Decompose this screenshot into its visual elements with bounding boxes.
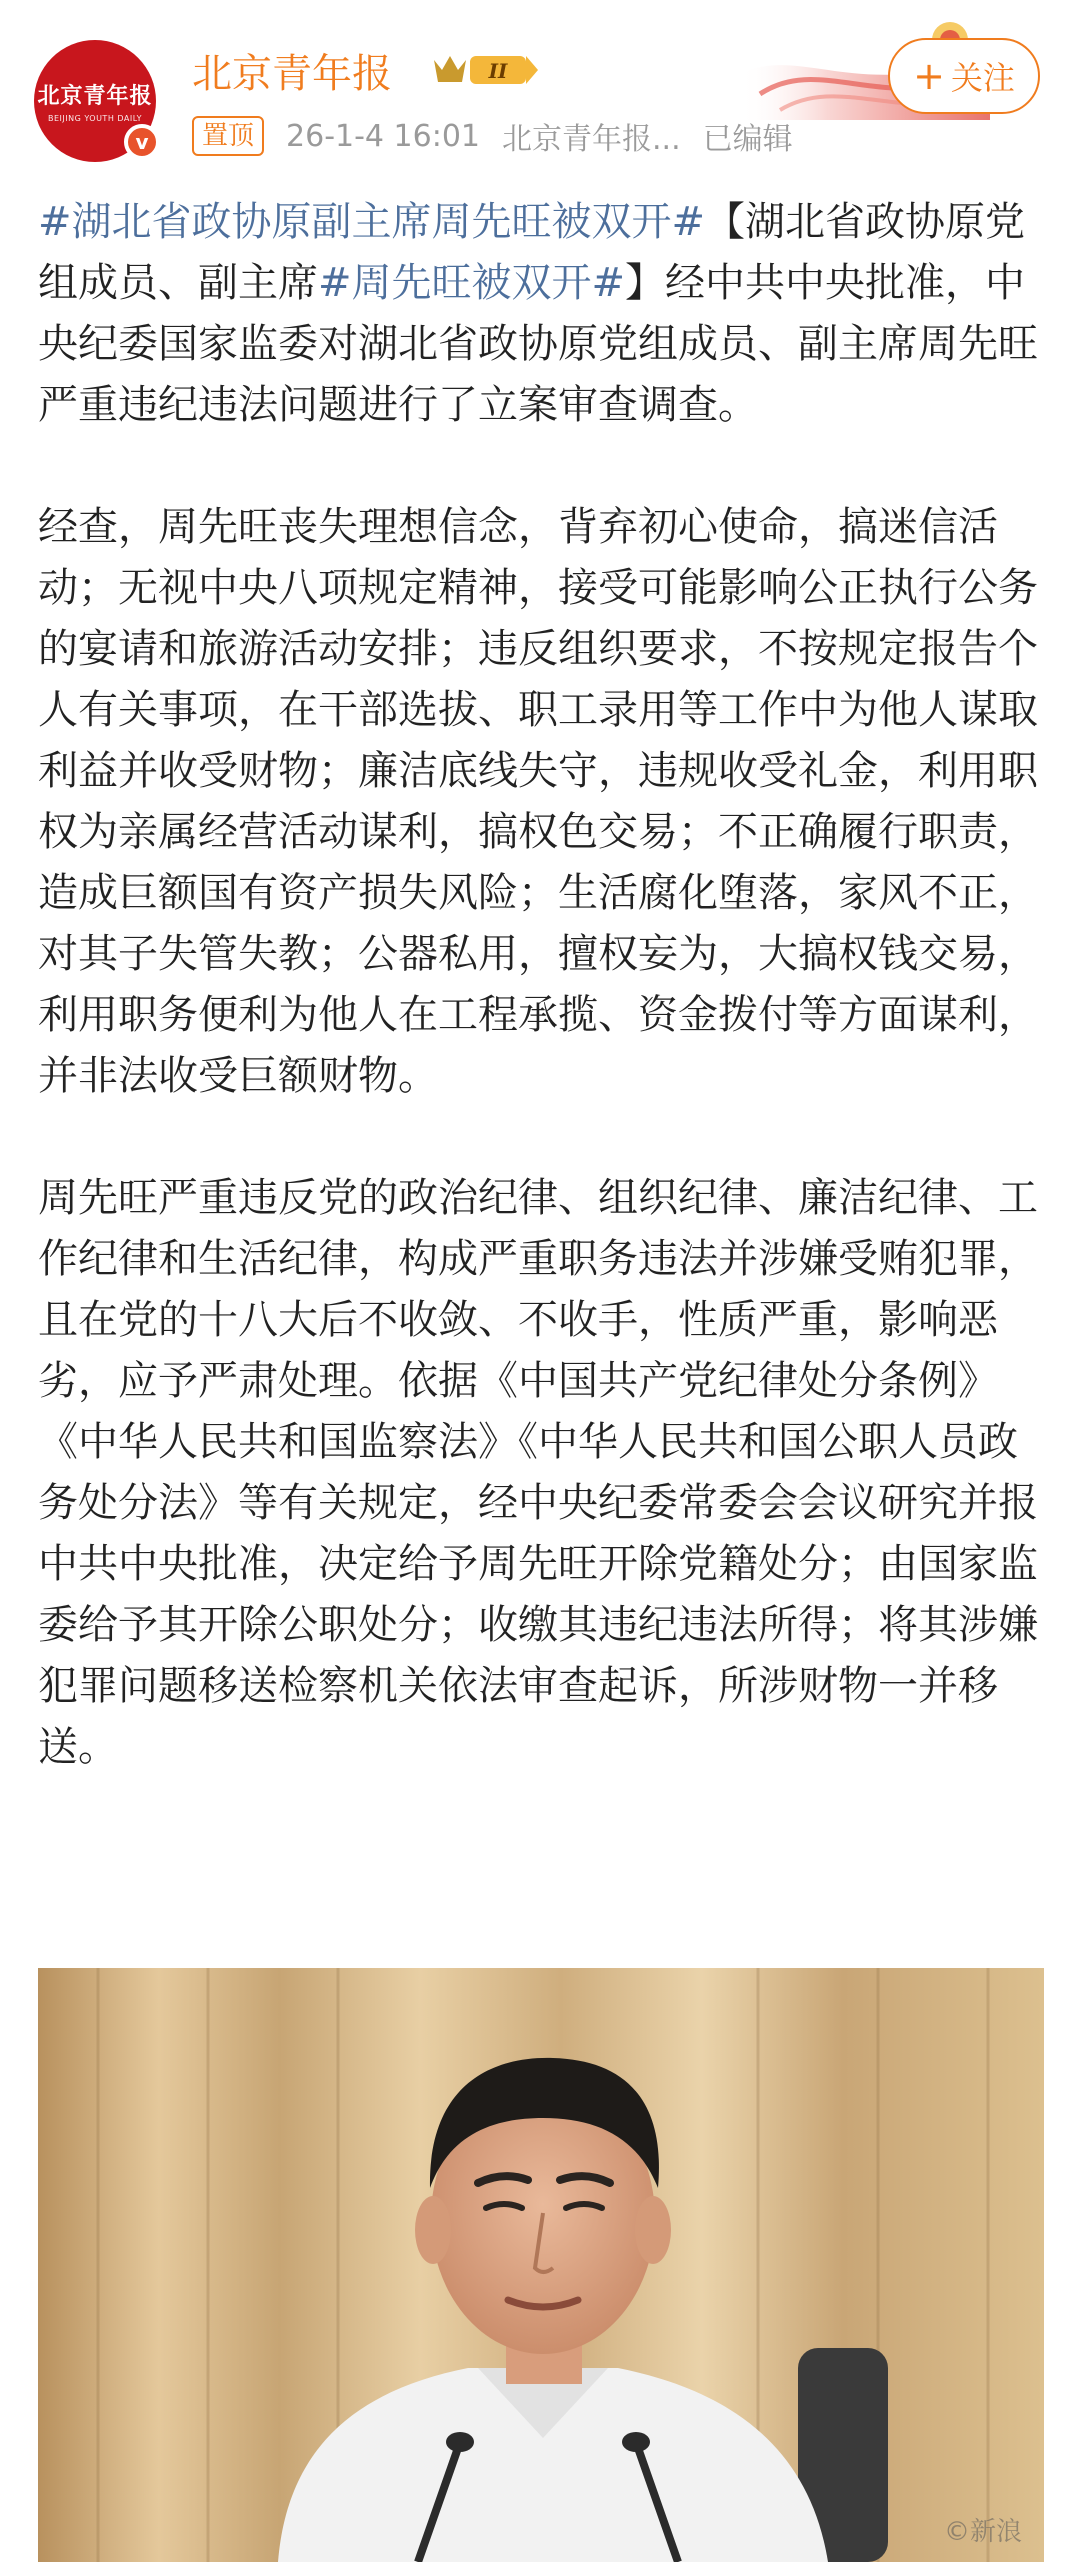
verified-badge-icon: v [124, 124, 160, 160]
post-paragraph-2: 经查，周先旺丧失理想信念，背弃初心使命，搞迷信活动；无视中央八项规定精神，接受可能影响公正执行公务的宴请和旅游活动安排；违反组织要求，不按规定报告个人有关事项，在干部选拔、职工录用等工作中为他人谋取利益并收受财物；廉洁底线失守，违规收受礼金，利用职权为亲属经营活动谋利，搞权色交易；不正确履行职责，造成巨额国有资产损失风险；生活腐化堕落，家风不正，对其子失管失教；公器私用，擅权妄为，大搞权钱交易，利用职务便利为他人在工程承揽、资金拨付等方面谋利，并非法收受巨额财物。 [38, 504, 1038, 1099]
post-text-1b: 】经中共中央批准，中央纪委国家监委对湖北省政协原党组成员、副主席周先旺严重违纪违法问题进行了立案审查调查。 [38, 260, 1038, 428]
post-body [38, 192, 1048, 1839]
post-header [0, 0, 1080, 175]
vip-level-text: II [488, 59, 508, 83]
post-paragraph-1 [38, 192, 1048, 436]
edited-label: 已编辑 [702, 122, 793, 157]
post-text-1a: 【湖北省政协原党组成员、副主席 [38, 199, 1026, 306]
post-paragraph-3: 周先旺严重违反党的政治纪律、组织纪律、廉洁纪律、工作纪律和生活纪律，构成严重职务违法并涉嫌受贿犯罪，且在党的十八大后不收敛、不收手，性质严重，影响恶劣，应予严肃处理。依据《中国共产党纪律处分条例》《中华人民共和国监察法》《中华人民共和国公职人员政务处分法》等有关规定，经中央纪委常委会会议研究并报中共中央批准，决定给予周先旺开除党籍处分；由国家监委给予其开除公职处分；收缴其违纪违法所得；将其涉嫌犯罪问题移送检察机关依法审查起诉，所涉财物一并移送。 [38, 1175, 1038, 1770]
post-source[interactable]: 北京青年报... [502, 122, 681, 157]
follow-button[interactable] [888, 38, 1040, 114]
account-name[interactable]: 北京青年报 [192, 51, 392, 97]
post-photo[interactable] [38, 1968, 1044, 2562]
follow-button-label: 关注 [950, 59, 1015, 97]
pinned-tag: 置顶 [192, 116, 264, 156]
photo-watermark: ©新浪 [943, 2517, 1022, 2547]
post-meta [192, 114, 793, 158]
topic-link-2[interactable]: #周先旺被双开# [318, 260, 626, 306]
plus-icon: + [913, 54, 945, 98]
post-timestamp: 26-1-4 16:01 [286, 118, 481, 154]
vip-level-badge-icon [430, 50, 542, 90]
avatar-logo-text: 北京青年报 [37, 83, 153, 109]
portrait-illustration [38, 1968, 1044, 2562]
topic-link-1[interactable]: #湖北省政协原副主席周先旺被双开# [38, 199, 706, 245]
avatar-logo-subtitle: BEIJING YOUTH DAILY [47, 114, 143, 123]
